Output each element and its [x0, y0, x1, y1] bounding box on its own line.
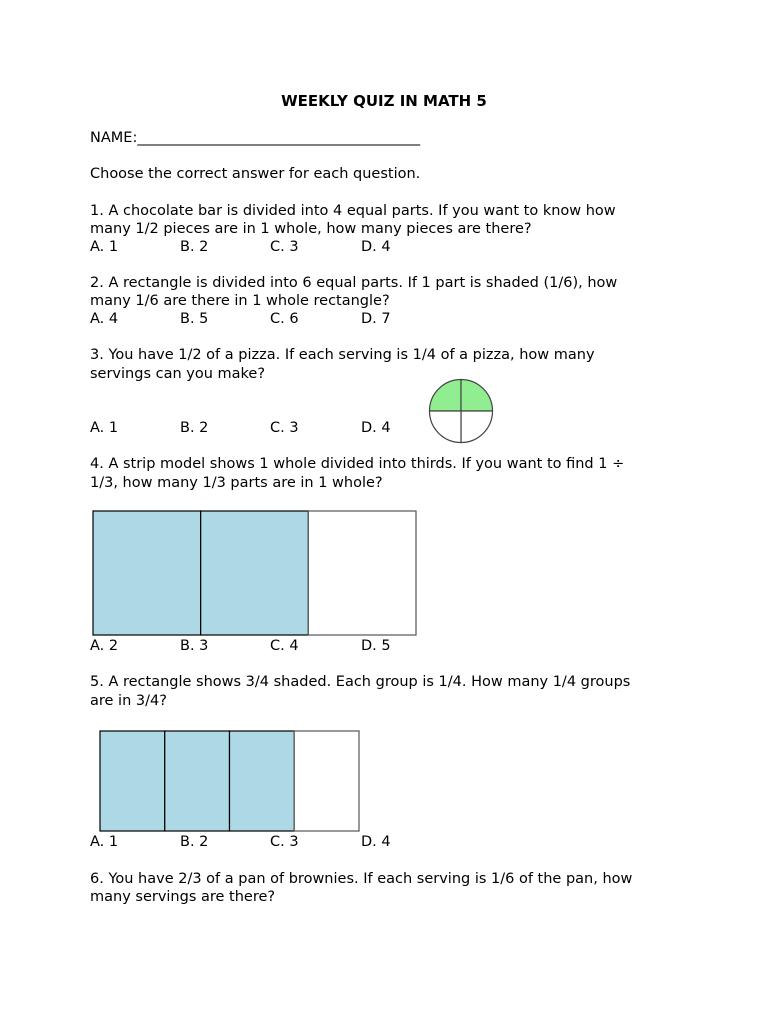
choice-b: B. 5 [180, 311, 209, 327]
unshaded-slice [461, 411, 493, 443]
question-text-line: 1. A chocolate bar is divided into 4 equal parts. If you want to know how [90, 203, 616, 219]
choice-a: A. 1 [90, 834, 119, 850]
choice-a: A. 1 [90, 239, 119, 255]
question-text-line: are in 3/4? [90, 693, 167, 709]
question-text-line: 4. A strip model shows 1 whole divided into thirds. If you want to find 1 ÷ [90, 456, 625, 472]
question-text-line: many 1/6 are there in 1 whole rectangle? [90, 293, 390, 309]
shaded-part [165, 731, 230, 831]
shaded-slice [461, 380, 493, 412]
choice-d: D. 4 [361, 834, 391, 850]
choice-d: D. 4 [361, 239, 391, 255]
question-text-line: 3. You have 1/2 of a pizza. If each serving is 1/4 of a pizza, how many [90, 347, 595, 363]
choice-c: C. 4 [270, 638, 299, 654]
quiz-title: WEEKLY QUIZ IN MATH 5 [281, 92, 487, 110]
question-text-line: 6. You have 2/3 of a pan of brownies. If each serving is 1/6 of the pan, how [90, 871, 633, 887]
unshaded-part [308, 511, 416, 635]
choice-c: C. 3 [270, 420, 299, 436]
choice-d: D. 7 [361, 311, 391, 327]
choice-c: C. 3 [270, 834, 299, 850]
pizza-circle-diagram [428, 378, 494, 444]
instructions: Choose the correct answer for each question. [90, 166, 421, 182]
choice-a: A. 2 [90, 638, 119, 654]
choice-c: C. 6 [270, 311, 299, 327]
choice-b: B. 2 [180, 834, 209, 850]
fourths-rectangle-diagram [99, 730, 360, 832]
choice-d: D. 5 [361, 638, 391, 654]
unshaded-part [294, 731, 359, 831]
shaded-part [93, 511, 201, 635]
unshaded-slice [430, 411, 462, 443]
shaded-part [100, 731, 165, 831]
question-text-line: 1/3, how many 1/3 parts are in 1 whole? [90, 475, 383, 491]
question-text-line: many servings are there? [90, 889, 276, 905]
question-text-line: 2. A rectangle is divided into 6 equal parts. If 1 part is shaded (1/6), how [90, 275, 618, 291]
name-field-line: NAME:_______________________________________ [90, 130, 421, 146]
choice-c: C. 3 [270, 239, 299, 255]
question-text-line: many 1/2 pieces are in 1 whole, how many pieces are there? [90, 221, 532, 237]
question-text-line: 5. A rectangle shows 3/4 shaded. Each group is 1/4. How many 1/4 groups [90, 674, 631, 690]
choice-a: A. 4 [90, 311, 119, 327]
choice-a: A. 1 [90, 420, 119, 436]
choice-b: B. 2 [180, 239, 209, 255]
shaded-part [230, 731, 295, 831]
thirds-strip-diagram [92, 510, 417, 636]
shaded-slice [430, 380, 462, 412]
question-text-line: servings can you make? [90, 366, 266, 382]
shaded-part [201, 511, 309, 635]
choice-d: D. 4 [361, 420, 391, 436]
choice-b: B. 3 [180, 638, 209, 654]
choice-b: B. 2 [180, 420, 209, 436]
